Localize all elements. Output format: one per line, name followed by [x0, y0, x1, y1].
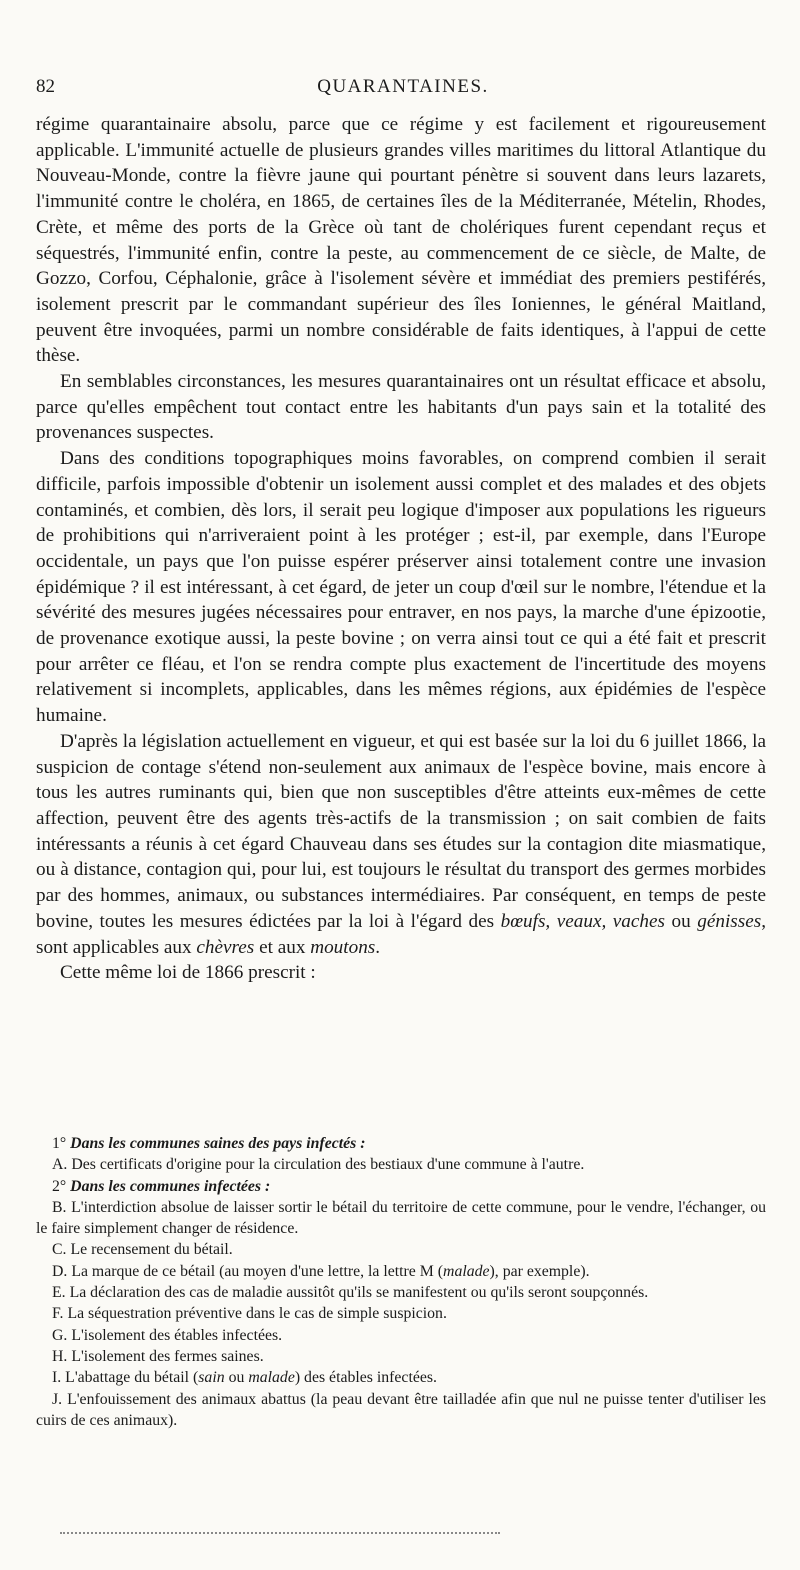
list-text: La déclaration des cas de maladie aussitôt qu'ils se manifestent ou qu'ils seront soupçonnés. [69, 1284, 649, 1302]
list-text: ou [224, 1369, 249, 1387]
list-marker: 1° [52, 1135, 67, 1152]
paragraph-text: ou [665, 910, 698, 932]
paragraph-text: D'après la législation actuellement en vigueur, et qui est basée sur la loi du 6 juillet 1866, la suspicion de contage s'étend non-seulement aux animaux de l'espèce bovine, mais encore à tous les autres ruminants qui, bien que non susceptibles d'être atteints eux-mêmes de cette affection, peuvent être des agents très-actifs de la transmission ; on sait combien de faits intéressants a réunis à cet égard Chauveau dans ses études sur la contagion dite miasmatique, ou à distance, contagion qui, pour lui, est toujours le résultat du transport des germes morbides par des hommes, animaux, ou substances intermédiaires. Par conséquent, en temps de peste bovine, toutes les mesures édictées par la loi à l'égard des [36, 730, 766, 932]
running-title: QUARANTAINES. [317, 76, 489, 97]
list-item [36, 1282, 766, 1303]
paragraph: En semblables circonstances, les mesures quarantainaires ont un résultat efficace et absolu, parce qu'elles empêchent tout contact entre les habitants d'un pays sain et la totalité des provenances suspectes. [36, 371, 766, 444]
list-text: L'interdiction absolue de laisser sortir le bétail du territoire de cette commune, pour le vendre, l'échanger, ou le faire simplement changer de résidence. [36, 1198, 767, 1238]
prescriptions-list [36, 1133, 766, 1431]
paragraph: régime quarantainaire absolu, parce que ce régime y est facilement et rigoureusement applicable. L'immunité actuelle de plusieurs grandes villes maritimes du littoral Atlantique du Nouveau-Monde, contre la fièvre jaune qui pourtant pénètre si souvent dans leurs lazarets, l'immunité contre le choléra, en 1865, de certaines îles de la Méditerranée, Mételin, Rhodes, Crète, et même des ports de la Grèce où tant de cholériques furent cependant reçus et séquestrés, l'immunité enfin, contre la peste, au commencement de ce siècle, de Malte, de Gozzo, Corfou, Céphalonie, grâce à l'isolement sévère et immédiat des premiers pestiférés, isolement prescrit par le commandant supérieur des îles Ioniennes, le général Maitland, peuvent être invoquées, parmi un nombre considérable de faits identiques, à l'appui de cette thèse. [36, 114, 766, 367]
list-item [36, 1154, 766, 1175]
list-text: L'abattage du bétail ( [65, 1369, 199, 1387]
list-text: La séquestration préventive dans le cas de simple suspicion. [67, 1305, 447, 1323]
list-item [36, 1197, 766, 1240]
list-text: L'enfouissement des animaux abattus (la peau devant être tailladée afin que nul ne puisse tenter d'utiliser les cuirs de ces animaux). [36, 1390, 767, 1429]
emphasis: chèvres [196, 936, 255, 958]
list-marker: D. [52, 1262, 68, 1280]
footer-dotted-rule [60, 1532, 500, 1534]
list-marker: B. [52, 1198, 67, 1216]
paragraph: Dans des conditions topographiques moins favorables, on comprend combien il serait difficile, parfois impossible d'obtenir un isolement aussi complet et des malades et des objets contaminés, et combien, dès lors, il serait peu logique d'imposer aux populations les rigueurs de prohibitions qui n'arriveraient point à les protéger ; est-il, par exemple, dans l'Europe occidentale, un pays que l'on puisse espérer préserver ainsi totalement contre une invasion épidémique ? il est intéressant, à cet égard, de jeter un coup d'œil sur le nombre, l'étendue et la sévérité des mesures jugées nécessaires pour entraver, en nos pays, la marche d'une épizootie, de provenance exotique aussi, la peste bovine ; on verra ainsi tout ce qui a été fait et prescrit pour arrêter ce fléau, et l'on se rendra compte plus exactement de l'incertitude des moyens relativement si incomplets, applicables, dans les mêmes régions, aux épidémies de l'espèce humaine. [36, 448, 766, 727]
list-item [36, 1346, 766, 1367]
list-text: ) des étables infectées. [294, 1369, 437, 1387]
list-marker: F. [52, 1305, 64, 1323]
list-text: L'isolement des fermes saines. [71, 1347, 264, 1365]
list-item [36, 1133, 766, 1154]
list-item [36, 1176, 766, 1197]
emphasis: malade [248, 1369, 295, 1387]
emphasis: sain [198, 1369, 225, 1387]
list-text: Des certificats d'origine pour la circulation des bestiaux d'une commune à l'autre. [71, 1156, 585, 1174]
list-item [36, 1389, 766, 1432]
list-item [36, 1303, 766, 1324]
list-item [36, 1261, 766, 1282]
list-marker: J. [52, 1390, 63, 1408]
list-heading: Dans les communes saines des pays infectés : [70, 1135, 366, 1152]
list-marker: H. [52, 1347, 68, 1365]
emphasis: bœufs, veaux, vaches [500, 910, 665, 932]
page-number: 82 [36, 76, 55, 97]
list-marker: I. [52, 1369, 62, 1387]
paragraph [36, 729, 766, 960]
list-marker: A. [52, 1156, 68, 1174]
emphasis: moutons [310, 936, 376, 958]
list-marker: G. [52, 1326, 68, 1344]
list-item [36, 1239, 766, 1260]
list-text: Le recensement du bétail. [70, 1241, 233, 1259]
list-heading: Dans les communes infectées : [70, 1177, 271, 1195]
body-text [36, 112, 766, 986]
list-marker: C. [52, 1241, 67, 1259]
list-marker: 2° [52, 1177, 67, 1195]
list-item [36, 1325, 766, 1346]
page-header [36, 76, 770, 102]
emphasis: malade [443, 1262, 490, 1280]
emphasis: génisses [697, 910, 762, 932]
paragraph: Cette même loi de 1866 prescrit : [60, 962, 316, 984]
list-text: ), par exemple). [489, 1262, 590, 1280]
list-marker: E. [52, 1284, 66, 1302]
paragraph-text: et aux [254, 936, 311, 958]
paragraph-text: . [375, 936, 381, 958]
list-text: La marque de ce bétail (au moyen d'une lettre, la lettre M ( [71, 1262, 444, 1280]
list-item [36, 1367, 766, 1388]
list-text: L'isolement des étables infectées. [71, 1326, 283, 1344]
paragraph-text: , sont applicables aux [36, 910, 766, 958]
